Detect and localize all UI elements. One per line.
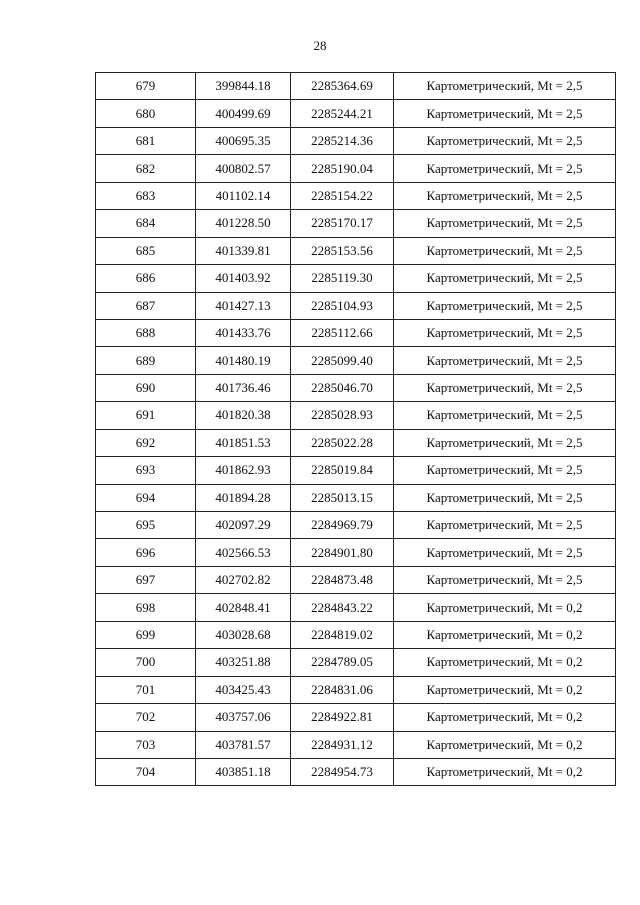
method-cell: Картометрический, Mt = 2,5 [394, 73, 616, 100]
x-coordinate-cell: 399844.18 [196, 73, 291, 100]
x-coordinate-cell: 401228.50 [196, 210, 291, 237]
point-number-cell: 680 [96, 100, 196, 127]
method-cell: Картометрический, Mt = 2,5 [394, 100, 616, 127]
table-row [96, 155, 616, 182]
table-row [96, 237, 616, 264]
method-cell: Картометрический, Mt = 0,2 [394, 621, 616, 648]
method-cell: Картометрический, Mt = 2,5 [394, 457, 616, 484]
y-coordinate-cell: 2285013.15 [291, 484, 394, 511]
y-coordinate-cell: 2285214.36 [291, 127, 394, 154]
table-row [96, 347, 616, 374]
table-row [96, 676, 616, 703]
point-number-cell: 690 [96, 374, 196, 401]
x-coordinate-cell: 403781.57 [196, 731, 291, 758]
x-coordinate-cell: 402566.53 [196, 539, 291, 566]
x-coordinate-cell: 401427.13 [196, 292, 291, 319]
point-number-cell: 694 [96, 484, 196, 511]
y-coordinate-cell: 2285119.30 [291, 265, 394, 292]
point-number-cell: 699 [96, 621, 196, 648]
x-coordinate-cell: 403425.43 [196, 676, 291, 703]
method-cell: Картометрический, Mt = 2,5 [394, 374, 616, 401]
x-coordinate-cell: 403851.18 [196, 758, 291, 785]
method-cell: Картометрический, Mt = 0,2 [394, 594, 616, 621]
x-coordinate-cell: 401894.28 [196, 484, 291, 511]
x-coordinate-cell: 401480.19 [196, 347, 291, 374]
x-coordinate-cell: 401862.93 [196, 457, 291, 484]
table-row [96, 621, 616, 648]
table-row [96, 73, 616, 100]
coordinates-table-body [96, 73, 616, 786]
table-row [96, 594, 616, 621]
method-cell: Картометрический, Mt = 0,2 [394, 758, 616, 785]
x-coordinate-cell: 401433.76 [196, 319, 291, 346]
method-cell: Картометрический, Mt = 2,5 [394, 429, 616, 456]
point-number-cell: 681 [96, 127, 196, 154]
table-row [96, 127, 616, 154]
table-row [96, 539, 616, 566]
y-coordinate-cell: 2285364.69 [291, 73, 394, 100]
x-coordinate-cell: 401851.53 [196, 429, 291, 456]
table-row [96, 429, 616, 456]
table-row [96, 484, 616, 511]
table-row [96, 649, 616, 676]
table-row [96, 758, 616, 785]
method-cell: Картометрический, Mt = 2,5 [394, 292, 616, 319]
y-coordinate-cell: 2285046.70 [291, 374, 394, 401]
method-cell: Картометрический, Mt = 2,5 [394, 210, 616, 237]
method-cell: Картометрический, Mt = 0,2 [394, 731, 616, 758]
x-coordinate-cell: 401736.46 [196, 374, 291, 401]
method-cell: Картометрический, Mt = 2,5 [394, 127, 616, 154]
coordinates-table [95, 72, 616, 786]
point-number-cell: 683 [96, 182, 196, 209]
y-coordinate-cell: 2284819.02 [291, 621, 394, 648]
table-row [96, 402, 616, 429]
table-row [96, 319, 616, 346]
point-number-cell: 686 [96, 265, 196, 292]
y-coordinate-cell: 2285190.04 [291, 155, 394, 182]
table-row [96, 512, 616, 539]
point-number-cell: 685 [96, 237, 196, 264]
x-coordinate-cell: 401820.38 [196, 402, 291, 429]
method-cell: Картометрический, Mt = 2,5 [394, 539, 616, 566]
x-coordinate-cell: 403757.06 [196, 704, 291, 731]
point-number-cell: 698 [96, 594, 196, 621]
table-row [96, 182, 616, 209]
method-cell: Картометрический, Mt = 2,5 [394, 155, 616, 182]
method-cell: Картометрический, Mt = 0,2 [394, 649, 616, 676]
y-coordinate-cell: 2285028.93 [291, 402, 394, 429]
y-coordinate-cell: 2285244.21 [291, 100, 394, 127]
point-number-cell: 695 [96, 512, 196, 539]
x-coordinate-cell: 402702.82 [196, 566, 291, 593]
point-number-cell: 696 [96, 539, 196, 566]
point-number-cell: 697 [96, 566, 196, 593]
point-number-cell: 700 [96, 649, 196, 676]
y-coordinate-cell: 2285099.40 [291, 347, 394, 374]
table-row [96, 265, 616, 292]
method-cell: Картометрический, Mt = 2,5 [394, 402, 616, 429]
table-row [96, 566, 616, 593]
x-coordinate-cell: 400695.35 [196, 127, 291, 154]
y-coordinate-cell: 2285153.56 [291, 237, 394, 264]
method-cell: Картометрический, Mt = 2,5 [394, 237, 616, 264]
method-cell: Картометрический, Mt = 2,5 [394, 265, 616, 292]
method-cell: Картометрический, Mt = 2,5 [394, 347, 616, 374]
table-row [96, 704, 616, 731]
y-coordinate-cell: 2285154.22 [291, 182, 394, 209]
point-number-cell: 682 [96, 155, 196, 182]
page-number: 28 [313, 38, 327, 53]
y-coordinate-cell: 2284922.81 [291, 704, 394, 731]
point-number-cell: 688 [96, 319, 196, 346]
y-coordinate-cell: 2285112.66 [291, 319, 394, 346]
method-cell: Картометрический, Mt = 0,2 [394, 704, 616, 731]
table-row [96, 731, 616, 758]
table-row [96, 374, 616, 401]
y-coordinate-cell: 2284901.80 [291, 539, 394, 566]
table-row [96, 100, 616, 127]
table-row [96, 292, 616, 319]
point-number-cell: 689 [96, 347, 196, 374]
method-cell: Картометрический, Mt = 2,5 [394, 484, 616, 511]
point-number-cell: 701 [96, 676, 196, 703]
method-cell: Картометрический, Mt = 0,2 [394, 676, 616, 703]
point-number-cell: 703 [96, 731, 196, 758]
point-number-cell: 687 [96, 292, 196, 319]
y-coordinate-cell: 2284843.22 [291, 594, 394, 621]
method-cell: Картометрический, Mt = 2,5 [394, 319, 616, 346]
y-coordinate-cell: 2284969.79 [291, 512, 394, 539]
y-coordinate-cell: 2285170.17 [291, 210, 394, 237]
point-number-cell: 704 [96, 758, 196, 785]
point-number-cell: 702 [96, 704, 196, 731]
x-coordinate-cell: 400499.69 [196, 100, 291, 127]
point-number-cell: 691 [96, 402, 196, 429]
y-coordinate-cell: 2285022.28 [291, 429, 394, 456]
method-cell: Картометрический, Mt = 2,5 [394, 566, 616, 593]
table-row [96, 210, 616, 237]
point-number-cell: 679 [96, 73, 196, 100]
method-cell: Картометрический, Mt = 2,5 [394, 182, 616, 209]
x-coordinate-cell: 401102.14 [196, 182, 291, 209]
x-coordinate-cell: 400802.57 [196, 155, 291, 182]
y-coordinate-cell: 2284931.12 [291, 731, 394, 758]
y-coordinate-cell: 2284789.05 [291, 649, 394, 676]
x-coordinate-cell: 401339.81 [196, 237, 291, 264]
x-coordinate-cell: 402848.41 [196, 594, 291, 621]
y-coordinate-cell: 2285104.93 [291, 292, 394, 319]
x-coordinate-cell: 403251.88 [196, 649, 291, 676]
x-coordinate-cell: 402097.29 [196, 512, 291, 539]
x-coordinate-cell: 401403.92 [196, 265, 291, 292]
point-number-cell: 692 [96, 429, 196, 456]
y-coordinate-cell: 2284873.48 [291, 566, 394, 593]
y-coordinate-cell: 2284954.73 [291, 758, 394, 785]
method-cell: Картометрический, Mt = 2,5 [394, 512, 616, 539]
point-number-cell: 693 [96, 457, 196, 484]
y-coordinate-cell: 2284831.06 [291, 676, 394, 703]
point-number-cell: 684 [96, 210, 196, 237]
x-coordinate-cell: 403028.68 [196, 621, 291, 648]
table-row [96, 457, 616, 484]
y-coordinate-cell: 2285019.84 [291, 457, 394, 484]
